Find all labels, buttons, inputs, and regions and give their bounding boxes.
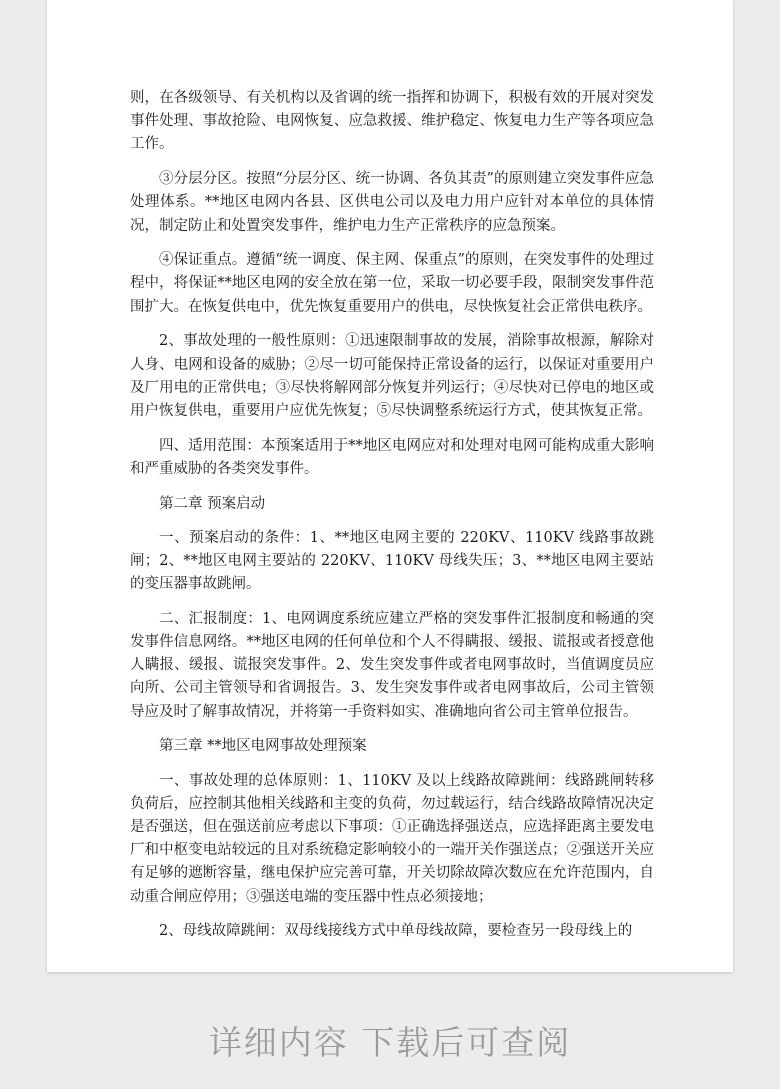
document-body xyxy=(130,87,654,955)
chapter-heading: 第二章 预案启动 xyxy=(159,495,266,512)
paragraph: ③分层分区。按照“分层分区、统一协调、各负其责”的原则建立突发事件应急处理体系。**地区电网内各县、区供电公司以及电力用户应针对本单位的具体情况，制定防止和处置突发事件，维护电力生产正常秩序的应急预案。 xyxy=(130,171,654,234)
paragraph: 四、适用范围：本预案适用于**地区电网应对和处理对电网可能构成重大影响和严重威胁的各类突发事件。 xyxy=(130,437,654,477)
paragraph: 一、预案启动的条件：1、**地区电网主要的 220KV、110KV 线路事故跳闸；2、**地区电网主要站的 220KV、110KV 母线失压；3、**地区电网主要站的变压器事故跳闸。 xyxy=(130,529,654,593)
paragraph: 2、事故处理的一般性原则：①迅速限制事故的发展，消除事故根源，解除对人身、电网和设备的威胁；②尽一切可能保持正常设备的运行，以保证对重要用户及厂用电的正常供电；③尽快将解网部分恢复并列运行；④尽快对已停电的地区或用户恢复供电，重要用户应优先恢复；⑤尽快调整系统运行方式，使其恢复正常。 xyxy=(130,333,654,419)
paragraph: ④保证重点。遵循“统一调度、保主网、保重点”的原则，在突发事件的处理过程中，将保证**地区电网的安全放在第一位，采取一切必要手段，限制突发事件范围扩大。在恢复供电中，优先恢复重要用户的供电，尽快恢复社会正常供电秩序。 xyxy=(130,252,654,315)
paragraph: 二、汇报制度：1、电网调度系统应建立严格的突发事件汇报制度和畅通的突发事件信息网络。**地区电网的任何单位和个人不得瞒报、缓报、谎报或者授意他人瞒报、缓报、谎报突发事件。2、发生突发事件或者电网事故时，当值调度员应向所、公司主管领导和省调报告。3、发生突发事件或者电网事故后，公司主管领导应及时了解事故情况，并将第一手资料如实、准确地向省公司主管单位报告。 xyxy=(130,610,654,720)
paragraph: 一、事故处理的总体原则：1、110KV 及以上线路故障跳闸：线路跳闸转移负荷后，应控制其他相关线路和主变的负荷，勿过载运行，结合线路故障情况决定是否强送，但在强送前应考虑以下事项：①正确选择强送点，应选择距离主要发电厂和中枢变电站较远的且对系统稳定影响较小的一端开关作强送点；②强送开关应有足够的遮断容量，继电保护应完善可靠，开关切除故障次数应在允许范围内，自动重合闸应停用；③强送电端的变压器中性点必须接地； xyxy=(130,772,654,905)
paragraph: 则，在各级领导、有关机构以及省调的统一指挥和协调下，积极有效的开展对突发事件处理、事故抢险、电网恢复、应急救援、维护稳定、恢复电力生产等各项应急工作。 xyxy=(130,90,654,153)
paragraph: 2、母线故障跳闸：双母线接线方式中单母线故障，要检查另一段母线上的 xyxy=(159,923,633,940)
chapter-heading: 第三章 **地区电网事故处理预案 xyxy=(159,738,367,755)
document-page xyxy=(47,0,733,972)
download-hint: 详细内容 下载后可查阅 xyxy=(208,1023,572,1062)
